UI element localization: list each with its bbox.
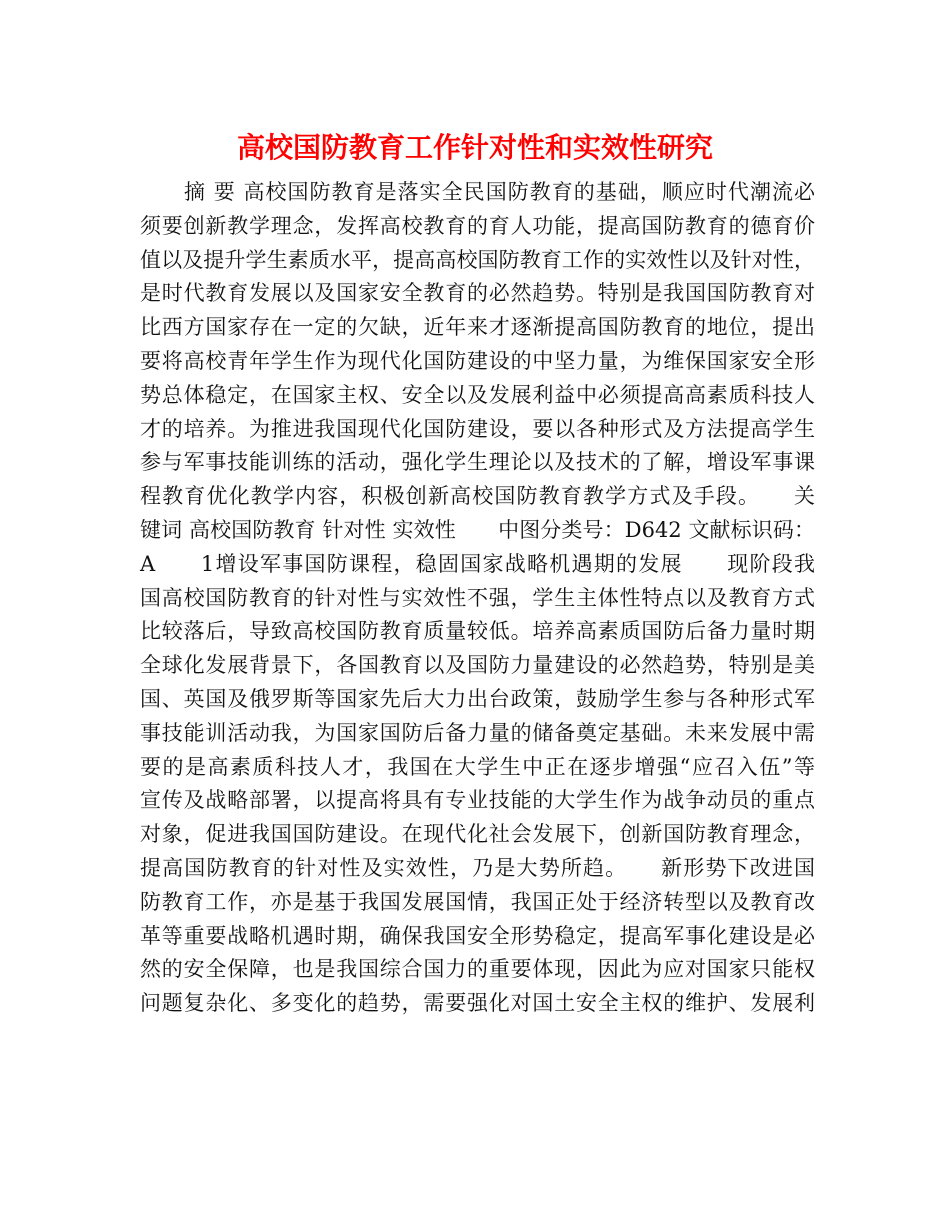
- body-line: 提高国防教育的针对性及实效性，乃是大势所趋。 新形势下改进国: [140, 855, 815, 880]
- body-line: 国高校国防教育的针对性与实效性不强，学生主体性特点以及教育方式: [140, 585, 815, 610]
- body-line: 然的安全保障，也是我国综合国力的重要体现，因此为应对国家只能权: [140, 957, 815, 982]
- body-line: 革等重要战略机遇时期，确保我国安全形势稳定，提高军事化建设是必: [140, 923, 815, 948]
- body-line: 比较落后，导致高校国防教育质量较低。培养高素质国防后备力量时期: [140, 619, 815, 644]
- body-line: 要的是高素质科技人才，我国在大学生中正在逐步增强“应召入伍”等: [140, 754, 815, 779]
- body-line: 问题复杂化、多变化的趋势，需要强化对国土安全主权的维护、发展利: [140, 991, 815, 1016]
- body-line: 比西方国家存在一定的欠缺，近年来才逐渐提高国防教育的地位，提出: [140, 315, 815, 340]
- body-line: 事技能训活动我，为国家国防后备力量的储备奠定基础。未来发展中需: [140, 720, 815, 745]
- body-line: 全球化发展背景下，各国教育以及国防力量建设的必然趋势，特别是美: [140, 653, 815, 678]
- body-line: 摘 要 高校国防教育是落实全民国防教育的基础，顺应时代潮流必: [140, 180, 815, 204]
- body-line: 值以及提升学生素质水平，提高高校国防教育工作的实效性以及针对性，: [140, 247, 815, 272]
- body-line: 才的培养。为推进我国现代化国防建设，要以各种形式及方法提高学生: [140, 416, 815, 441]
- body-line: 对象，促进我国国防建设。在现代化社会发展下，创新国防教育理念，: [140, 822, 815, 847]
- body-line: 国、英国及俄罗斯等国家先后大力出台政策，鼓励学生参与各种形式军: [140, 686, 815, 711]
- body-line: 宣传及战略部署，以提高将具有专业技能的大学生作为战争动员的重点: [140, 788, 815, 813]
- body-line: 键词 高校国防教育 针对性 实效性 中图分类号：D642 文献标识码：: [140, 517, 815, 542]
- document-title: 高校国防教育工作针对性和实效性研究: [236, 131, 713, 164]
- document-body: [140, 176, 815, 1021]
- body-line: 须要创新教学理念，发挥高校教育的育人功能，提高国防教育的德育价: [140, 213, 815, 238]
- body-line: 是时代教育发展以及国家安全教育的必然趋势。特别是我国国防教育对: [140, 281, 815, 306]
- body-line: 参与军事技能训练的活动，强化学生理论以及技术的了解，增设军事课: [140, 450, 815, 475]
- body-line: 要将高校青年学生作为现代化国防建设的中坚力量，为维保国家安全形: [140, 348, 815, 373]
- body-line: 防教育工作，亦是基于我国发展国情，我国正处于经济转型以及教育改: [140, 889, 815, 914]
- body-line: 势总体稳定，在国家主权、安全以及发展利益中必须提高高素质科技人: [140, 382, 815, 407]
- body-line: 程教育优化教学内容，积极创新高校国防教育教学方式及手段。 关: [140, 484, 815, 509]
- body-line: A 1增设军事国防课程，稳固国家战略机遇期的发展 现阶段我: [140, 551, 815, 576]
